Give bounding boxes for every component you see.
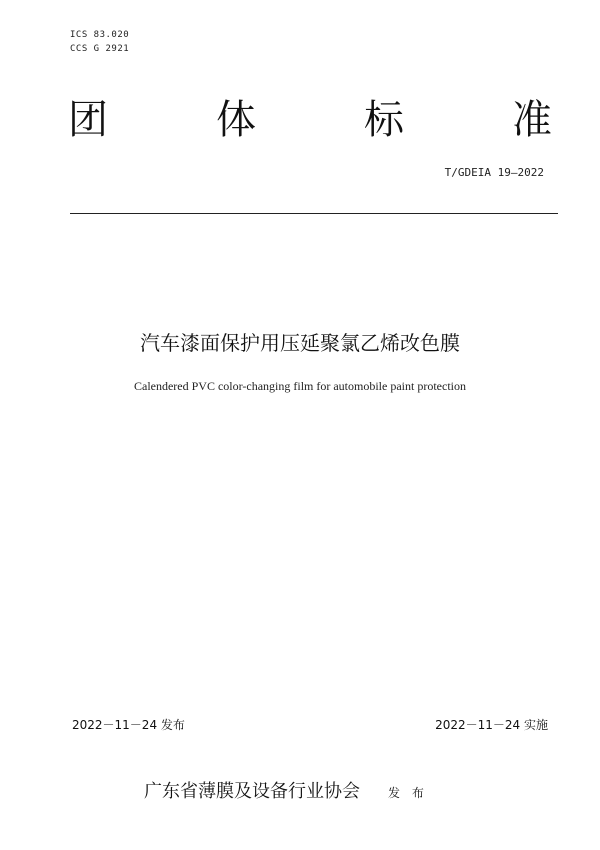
horizontal-divider — [70, 213, 558, 214]
standard-number: T/GDEIA 19—2022 — [444, 166, 544, 179]
publisher-name: 广东省薄膜及设备行业协会 — [144, 781, 360, 802]
ccs-code: CCS G 2921 — [70, 44, 130, 54]
document-type-title — [68, 96, 552, 144]
document-title-chinese: 汽车漆面保护用压延聚氯乙烯改色膜 — [140, 331, 460, 355]
title-char: 体 — [216, 97, 256, 143]
publish-label: 发 布 — [388, 786, 428, 800]
implementation-date: 2022－11－24 实施 — [435, 718, 548, 732]
title-char: 标 — [364, 97, 404, 143]
publisher-block — [144, 777, 428, 803]
title-char: 准 — [512, 97, 552, 143]
ics-code: ICS 83.020 — [70, 30, 130, 40]
document-title-english: Calendered PVC color-changing film for automobile paint protection — [133, 379, 466, 393]
issue-date: 2022－11－24 发布 — [72, 718, 185, 732]
title-char: 团 — [68, 97, 108, 143]
